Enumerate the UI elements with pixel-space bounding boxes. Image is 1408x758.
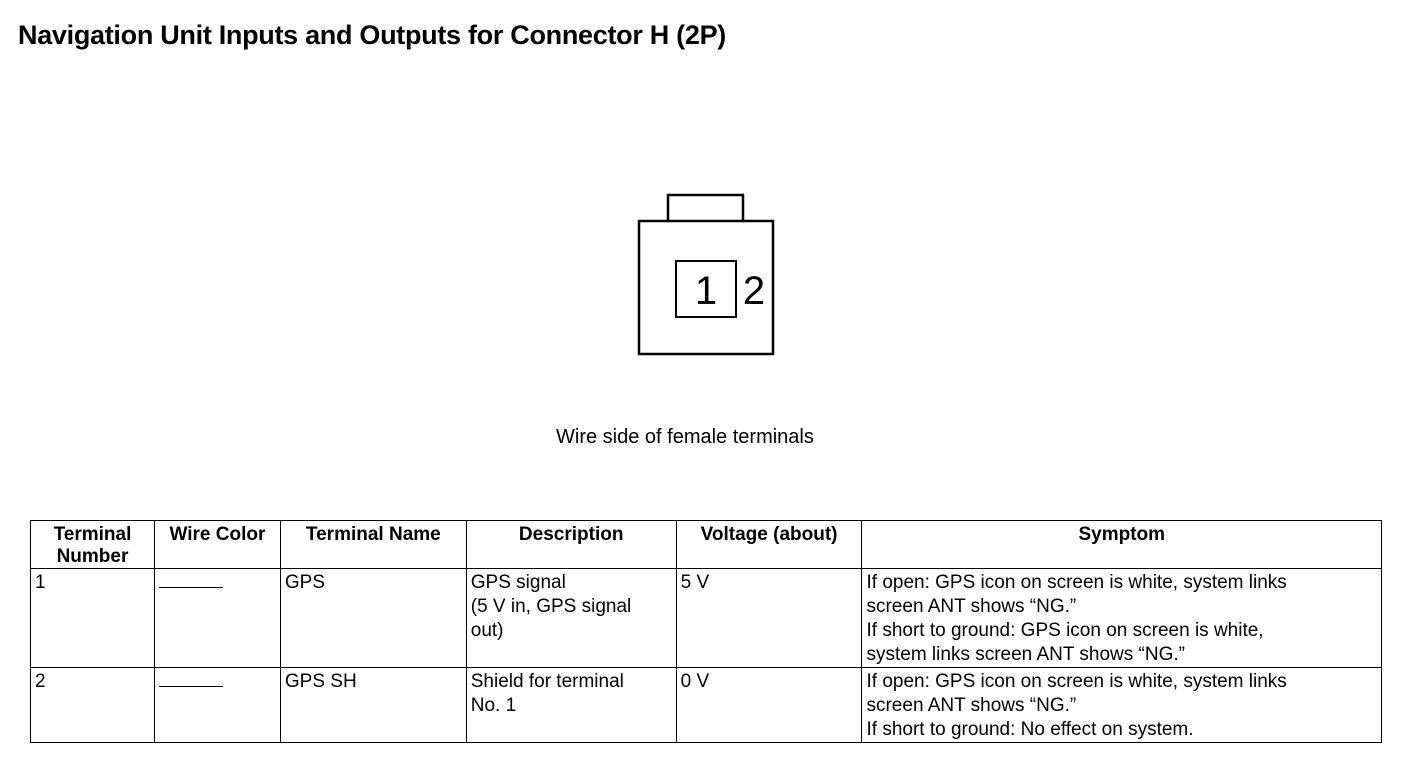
wire-color-dash bbox=[159, 686, 223, 687]
page-title: Navigation Unit Inputs and Outputs for Connector H (2P) bbox=[18, 20, 726, 50]
table-header-row bbox=[31, 521, 1382, 569]
wire-color-dash bbox=[159, 587, 223, 588]
connector-latch bbox=[668, 195, 743, 222]
header-symptom: Symptom bbox=[862, 521, 1382, 569]
connector-diagram bbox=[636, 192, 776, 358]
cell-terminal-name: GPS bbox=[280, 569, 466, 668]
terminal-1-label: 1 bbox=[694, 269, 718, 313]
cell-voltage: 0 V bbox=[676, 668, 862, 743]
table-row bbox=[31, 668, 1382, 743]
connector-caption: Wire side of female terminals bbox=[556, 426, 814, 448]
cell-symptom: If open: GPS icon on screen is white, system links screen ANT shows “NG.” If short to ground: GPS icon on screen is white, system links screen ANT shows “NG.” bbox=[862, 569, 1382, 668]
cell-wire-color bbox=[154, 668, 280, 743]
table-row bbox=[31, 569, 1382, 668]
header-wire-color: Wire Color bbox=[154, 521, 280, 569]
cell-terminal-name: GPS SH bbox=[280, 668, 466, 743]
cell-terminal-number: 2 bbox=[31, 668, 155, 743]
pinout-table bbox=[30, 520, 1382, 743]
header-voltage: Voltage (about) bbox=[676, 521, 862, 569]
cell-description: GPS signal (5 V in, GPS signal out) bbox=[466, 569, 676, 668]
terminal-2-label: 2 bbox=[742, 269, 766, 313]
cell-voltage: 5 V bbox=[676, 569, 862, 668]
header-terminal-name: Terminal Name bbox=[280, 521, 466, 569]
cell-symptom: If open: GPS icon on screen is white, system links screen ANT shows “NG.” If short to ground: No effect on system. bbox=[862, 668, 1382, 743]
cell-wire-color bbox=[154, 569, 280, 668]
cell-description: Shield for terminal No. 1 bbox=[466, 668, 676, 743]
cell-terminal-number: 1 bbox=[31, 569, 155, 668]
header-description: Description bbox=[466, 521, 676, 569]
header-terminal-number: Terminal Number bbox=[31, 521, 155, 569]
